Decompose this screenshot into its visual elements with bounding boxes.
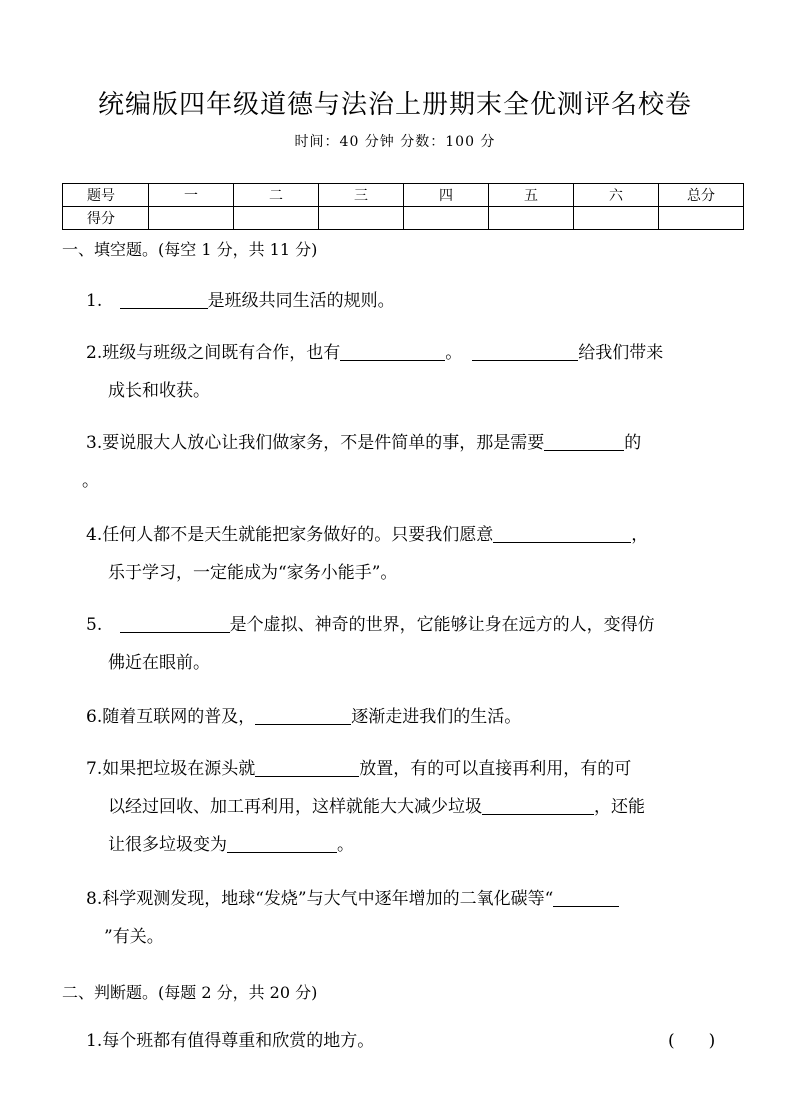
answer-blank[interactable] [120,290,208,309]
question-text: 让很多垃圾变为 [108,835,227,855]
question-text: 。 [337,835,354,855]
question-number: 1. [86,291,103,311]
question-text: 6.随着互联网的普及， [86,707,256,727]
question-text: ， [631,525,649,545]
answer-blank[interactable] [340,342,445,361]
table-cell: 六 [574,184,659,207]
score-cell[interactable] [659,207,744,230]
question-text: 。 [82,471,99,491]
table-cell: 五 [489,184,574,207]
question-text: 成长和收获。 [108,381,210,401]
question-2 [86,334,746,410]
question-text: 是个虚拟、神奇的世界，它能够让身在远方的人，变得仿 [229,615,655,635]
answer-blank[interactable] [472,342,578,361]
question-text: 1.每个班都有值得尊重和欣赏的地方。 [86,1031,375,1051]
answer-blank[interactable] [227,834,337,853]
answer-blank[interactable] [544,432,624,451]
question-text: 。 [445,343,463,363]
table-cell: 得分 [63,207,149,230]
question-text: 的 [624,433,642,453]
answer-blank[interactable] [553,888,619,907]
question-8 [86,880,746,956]
question-text: ，还能 [594,797,645,817]
question-text: 逐渐走进我们的生活。 [351,707,522,727]
table-cell: 题号 [63,184,149,207]
question-number: 5. [86,615,103,635]
answer-blank[interactable] [493,524,631,543]
question-text: ”有关。 [104,927,164,947]
question-text: 是班级共同生活的规则。 [207,291,395,311]
table-cell: 二 [234,184,319,207]
question-text: 3.要说服大人放心让我们做家务，不是件简单的事，那是需要 [86,433,545,453]
question-text: 7.如果把垃圾在源头就 [86,759,256,779]
section-heading-true-false: 二、判断题。(每题 2 分，共 20 分) [62,983,318,1002]
question-text: 放置，有的可以直接再利用，有的可 [359,759,632,779]
question-text: 8.科学观测发现，地球“发烧”与大气中逐年增加的二氧化碳等“ [86,889,554,909]
question-5 [86,606,746,682]
score-cell[interactable] [574,207,659,230]
answer-parentheses[interactable]: ( ) [668,1031,716,1051]
score-cell[interactable] [319,207,404,230]
score-cell[interactable] [489,207,574,230]
question-text: 以经过回收、加工再利用，这样就能大大减少垃圾 [108,797,482,817]
question-4 [86,516,746,592]
table-cell: 四 [404,184,489,207]
question-text: 佛近在眼前。 [108,653,210,673]
score-cell[interactable] [149,207,234,230]
question-text: 给我们带来 [578,343,664,363]
answer-blank[interactable] [255,706,351,725]
question-text: 乐于学习，一定能成为“家务小能手”。 [108,563,398,583]
question-7 [86,750,746,864]
score-table [62,183,744,230]
question-text: 4.任何人都不是天生就能把家务做好的。只要我们愿意 [86,525,494,545]
table-cell: 总分 [659,184,744,207]
exam-info: 时间：40 分钟 分数：100 分 [294,134,496,150]
answer-blank[interactable] [255,758,359,777]
score-cell[interactable] [404,207,489,230]
score-cell[interactable] [234,207,319,230]
question-6 [86,698,746,736]
answer-blank[interactable] [120,614,230,633]
question-text: 2.班级与班级之间既有合作，也有 [86,343,341,363]
answer-blank[interactable] [482,796,594,815]
table-cell: 三 [319,184,404,207]
section-heading-fill-in: 一、填空题。(每空 1 分，共 11 分) [62,240,318,259]
question-1 [86,282,746,320]
page-title: 统编版四年级道德与法治上册期末全优测评名校卷 [97,90,692,120]
judge-question-1 [86,1022,746,1060]
score-table-header-row [63,184,744,207]
table-cell: 一 [149,184,234,207]
question-3 [82,424,746,500]
score-table-score-row [63,207,744,230]
